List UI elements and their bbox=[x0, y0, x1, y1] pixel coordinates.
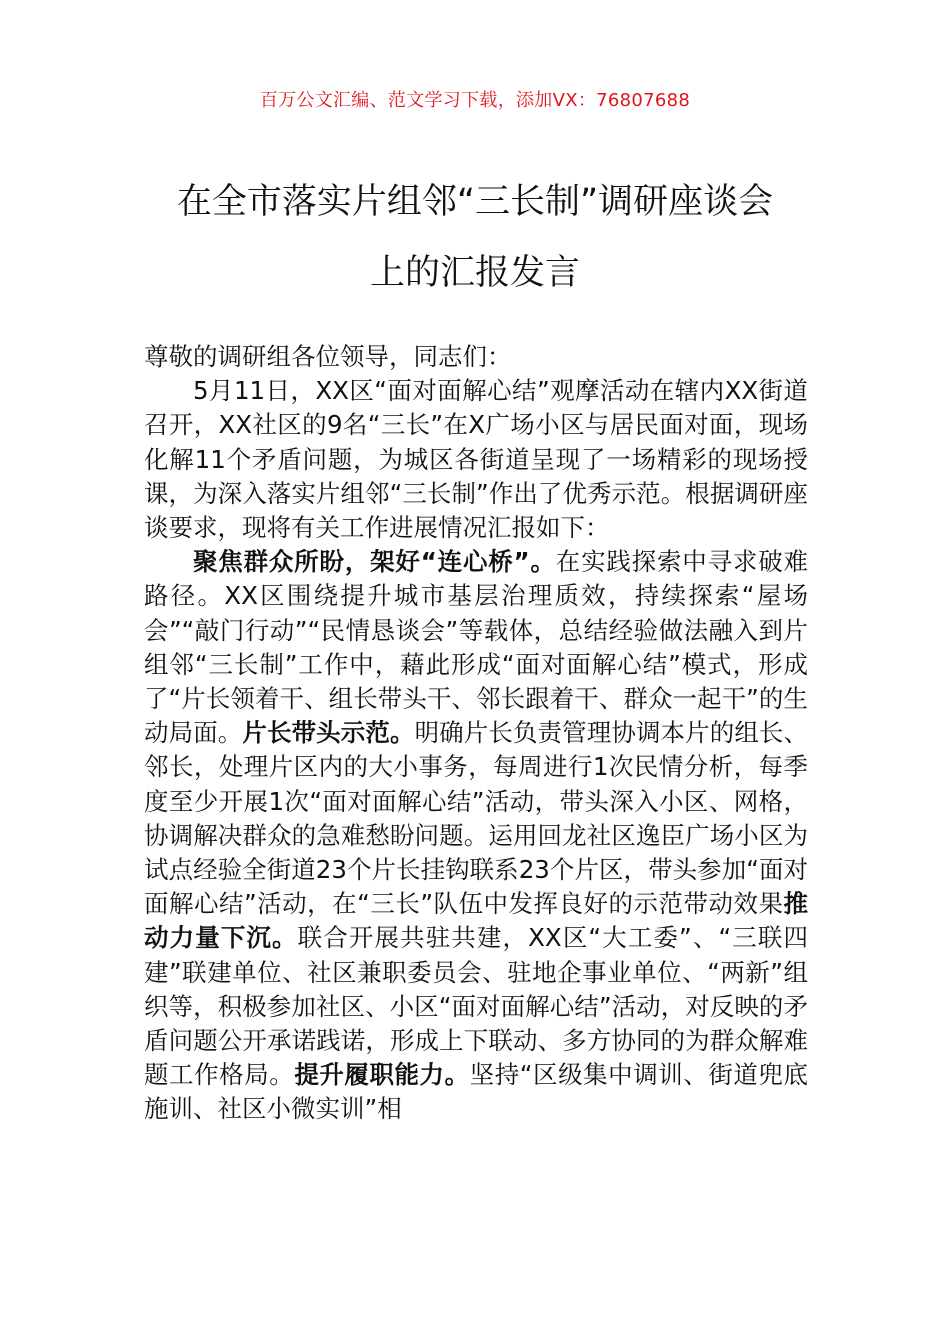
document-body bbox=[144, 340, 808, 1127]
document-title-line-2: 上的汇报发言 bbox=[369, 253, 580, 293]
watermark-banner: 百万公文汇编、范文学习下载，添加VX：76807688 bbox=[259, 90, 691, 111]
subheading-leader-demo: 片长带头示范。 bbox=[242, 718, 415, 748]
subheading-push-force-down: 推动力量下沉。 bbox=[144, 889, 808, 953]
paragraph-focus bbox=[144, 545, 808, 1126]
paragraph-text: 联合开展共驻共建，XX区“大工委”、“三联四建”联建单位、社区兼职委员会、驻地企事业单位、“两新”组织等，积极参加社区、小区“面对面解心结”活动，对反映的矛盾问题公开承诺践诺，形成上下联动、多方协同的为群众解难题工作格局。 bbox=[144, 923, 808, 1090]
section-heading-connect-bridge: 聚焦群众所盼，架好“连心桥”。 bbox=[193, 547, 556, 577]
paragraph-text: 在实践探索中寻求破难路径。XX区围绕提升城市基层治理质效，持续探索“屋场会”“敲门行动”“民情恳谈会”等载体，总结经验做法融入到片组邻“三长制”工作中，藉此形成“面对面解心结”模式，形成了“片长领着干、组长带头干、邻长跟着干、群众一起干”的生动局面。 bbox=[144, 547, 809, 748]
paragraph-intro: 5月11日，XX区“面对面解心结”观摩活动在辖内XX街道召开，XX社区的9名“三长”在X广场小区与居民面对面，现场化解11个矛盾问题，为城区各街道呈现了一场精彩的现场授课，为深入落实片组邻“三长制”作出了优秀示范。根据调研座谈要求，现将有关工作进展情况汇报如下： bbox=[144, 376, 808, 543]
paragraph-text: 明确片长负责管理协调本片的组长、邻长，处理片区内的大小事务，每周进行1次民情分析，每季度至少开展1次“面对面解心结”活动，带头深入小区、网格，协调解决群众的急难愁盼问题。运用回龙社区逸臣广场小区为试点经验全街道23个片长挂钩联系23个片区，带头参加“面对面解心结”活动，在“三长”队伍中发挥良好的示范带动效果 bbox=[144, 718, 809, 919]
subheading-improve-capacity: 提升履职能力。 bbox=[294, 1060, 470, 1090]
salutation: 尊敬的调研组各位领导，同志们： bbox=[144, 342, 512, 371]
document-title-line-1: 在全市落实片组邻“三长制”调研座谈会 bbox=[176, 182, 774, 222]
paragraph-text: 坚持“区级集中调训、街道兜底施训、社区小微实训”相 bbox=[144, 1060, 809, 1124]
